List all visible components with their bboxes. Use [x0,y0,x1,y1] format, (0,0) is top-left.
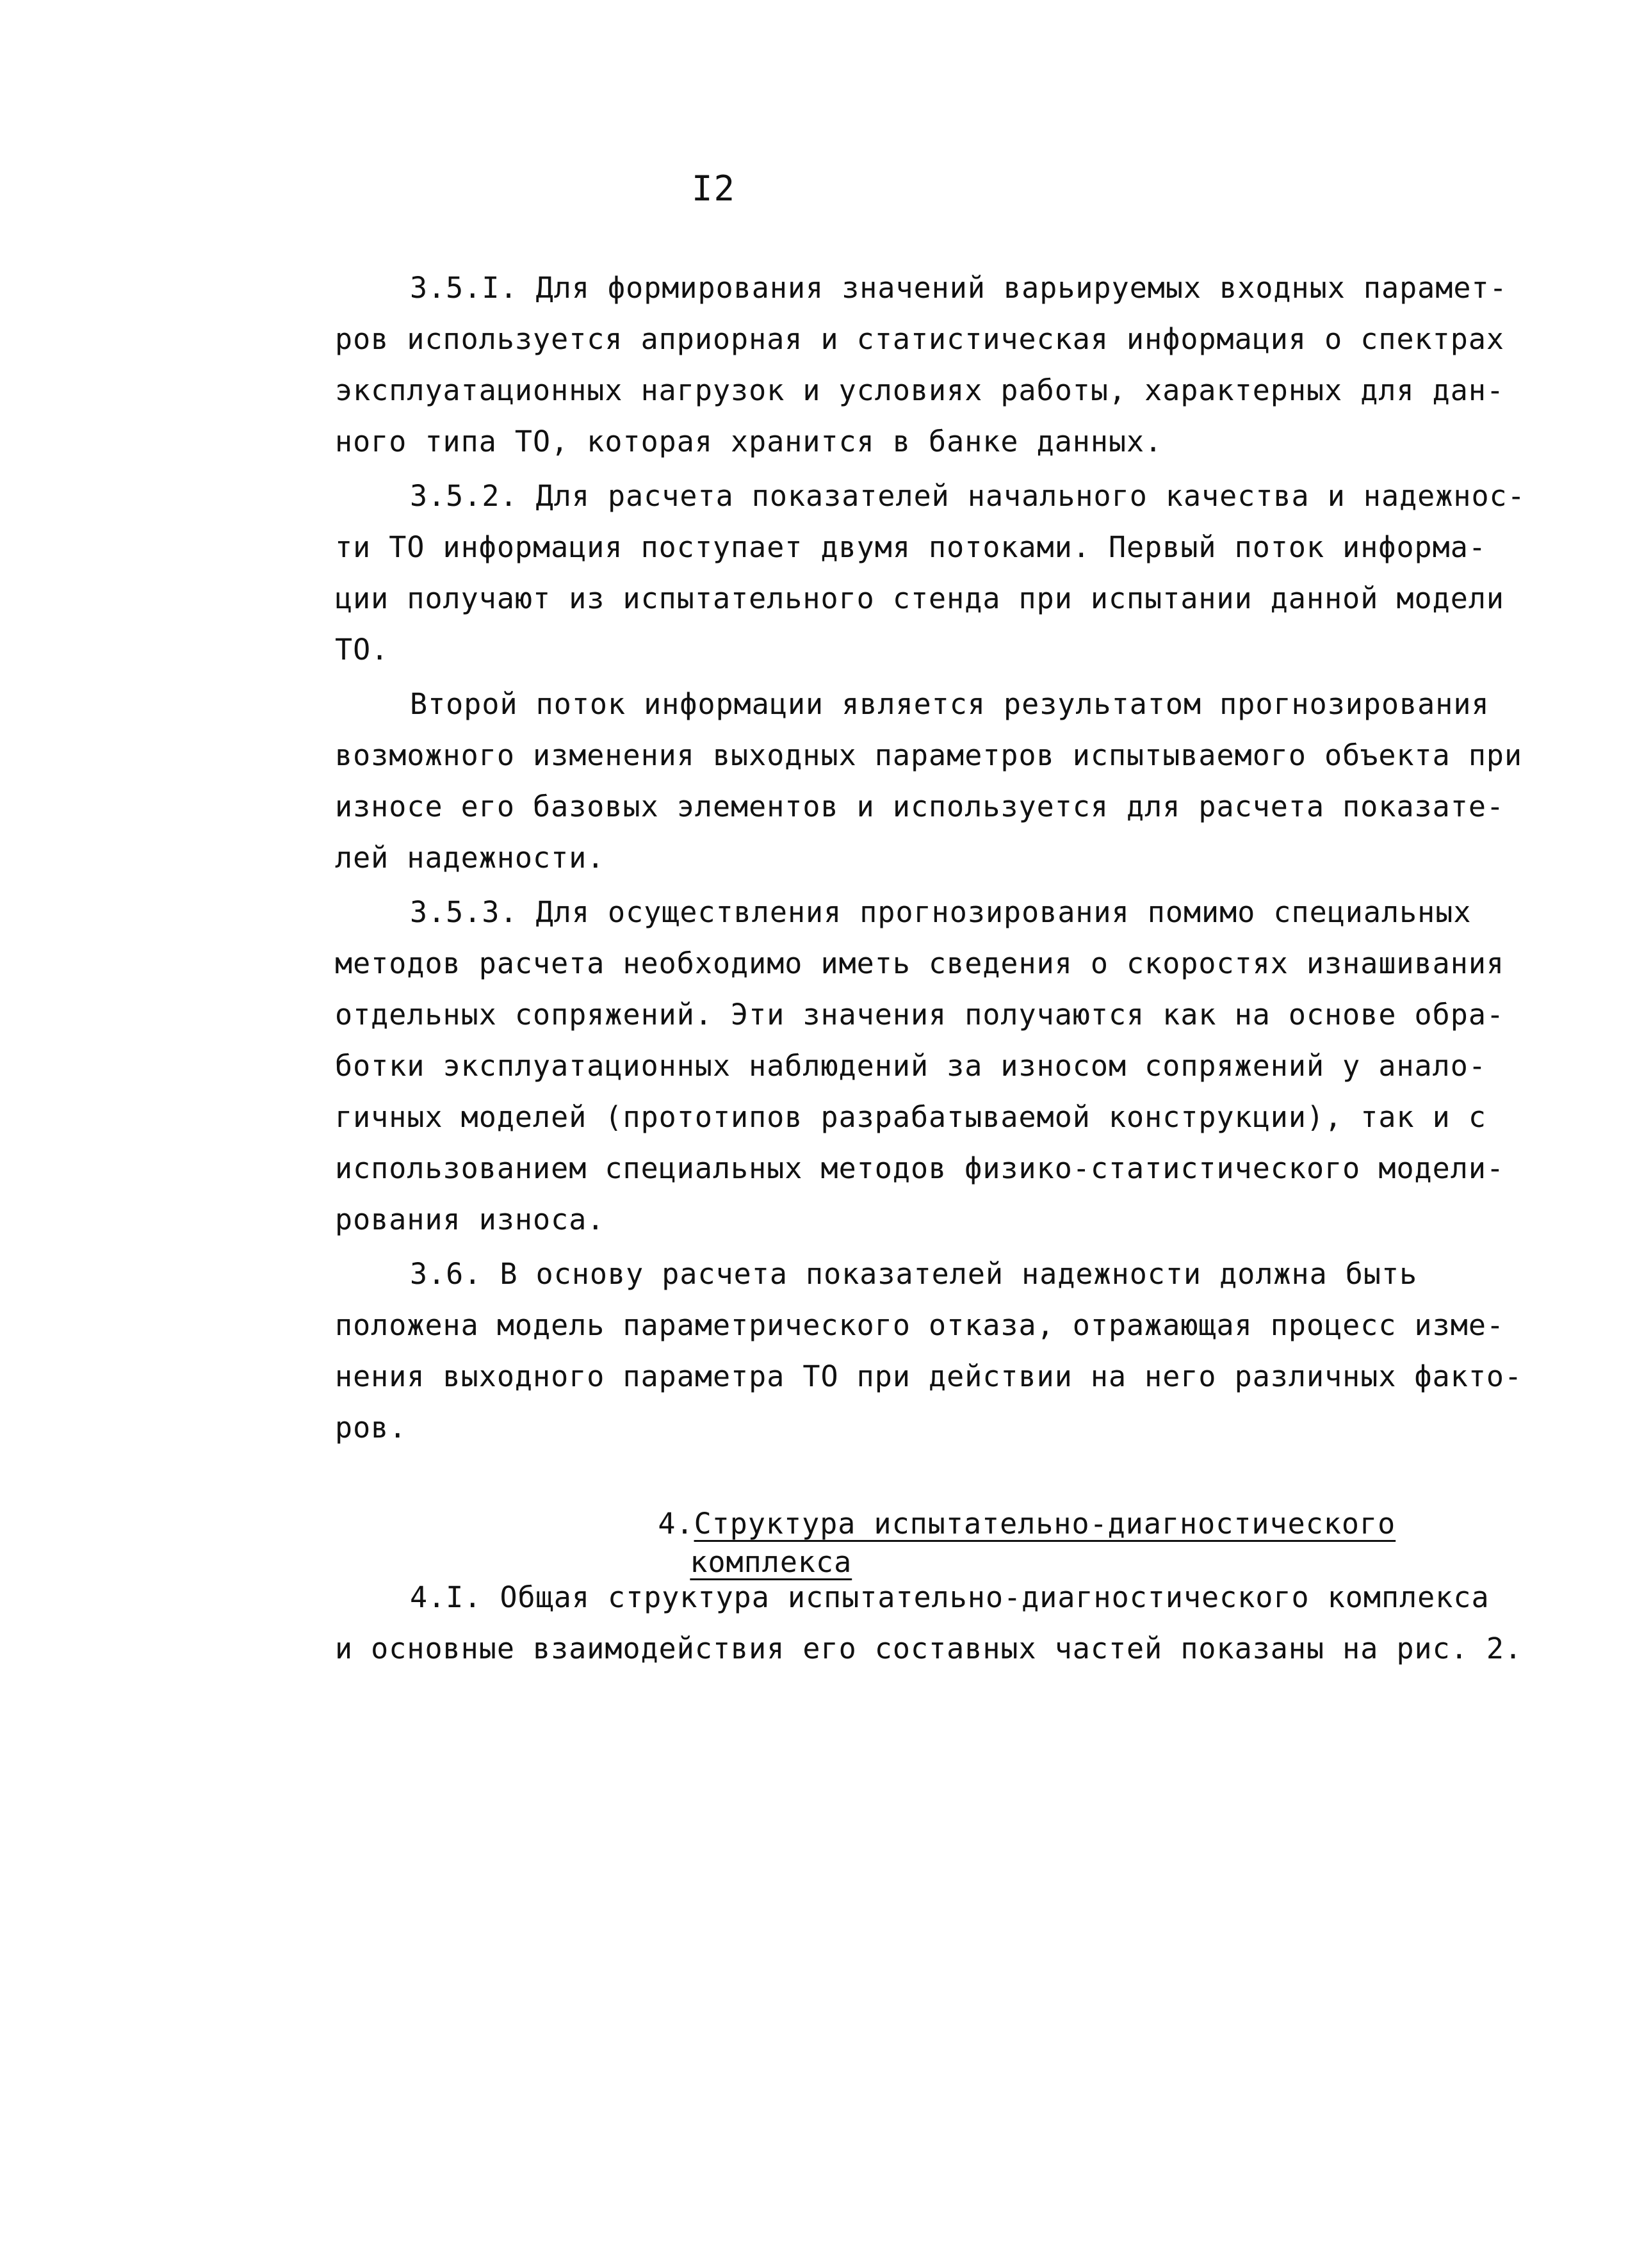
text-line: ров используется априорная и статистическая информация о спектрах [335,322,1504,356]
text-line: 3.5.I. Для формирования значений варьируемых входных парамет- [410,271,1508,305]
text-line: методов расчета необходимо иметь сведения о скоростях изнашивания [335,946,1504,980]
text-line: 3.5.2. Для расчета показателей начального качества и надежнос- [410,479,1526,513]
text-line: возможного изменения выходных параметров испытываемого объекта при [335,738,1523,772]
text-line: использованием специальных методов физико-статистического модели- [335,1151,1504,1185]
text-line: гичных моделей (прототипов разрабатываемой конструкции), так и с [335,1100,1486,1134]
text-line: 3.6. В основу расчета показателей надежности должна быть [410,1257,1418,1291]
text-line: Второй поток информации является результатом прогнозирования [410,687,1490,721]
text-line: ТО. [335,633,389,667]
text-line: 3.5.3. Для осуществления прогнозирования помимо специальных [410,895,1472,929]
section-title-line2: комплекса [690,1545,852,1579]
text-line: рования износа. [335,1203,605,1236]
text-line: ров. [335,1411,407,1445]
text-line: лей надежности. [335,841,605,875]
text-line: ного типа ТО, которая хранится в банке данных. [335,425,1163,458]
text-line: ции получают из испытательного стенда при испытании данной модели [335,581,1504,615]
section-number: 4. [658,1507,694,1541]
text-line: и основные взаимодействия его составных частей показаны на рис. 2. [335,1632,1523,1665]
text-line: износе его базовых элементов и используется для расчета показате- [335,790,1504,823]
section-title-line1: Структура испытательно-диагностического [694,1507,1396,1541]
text-line: отдельных сопряжений. Эти значения получаются как на основе обра- [335,998,1504,1032]
text-line: положена модель параметрического отказа, отражающая процесс изме- [335,1308,1504,1342]
page-number: I2 [692,168,737,209]
text-line: ти ТО информация поступает двумя потоками. Первый поток информа- [335,530,1486,564]
text-line: ботки эксплуатационных наблюдений за износом сопряжений у анало- [335,1049,1486,1083]
text-line: 4.I. Общая структура испытательно-диагностического комплекса [410,1580,1490,1614]
text-line: нения выходного параметра ТО при действии на него различных факто- [335,1359,1523,1393]
text-line: эксплуатационных нагрузок и условиях работы, характерных для дан- [335,373,1504,407]
